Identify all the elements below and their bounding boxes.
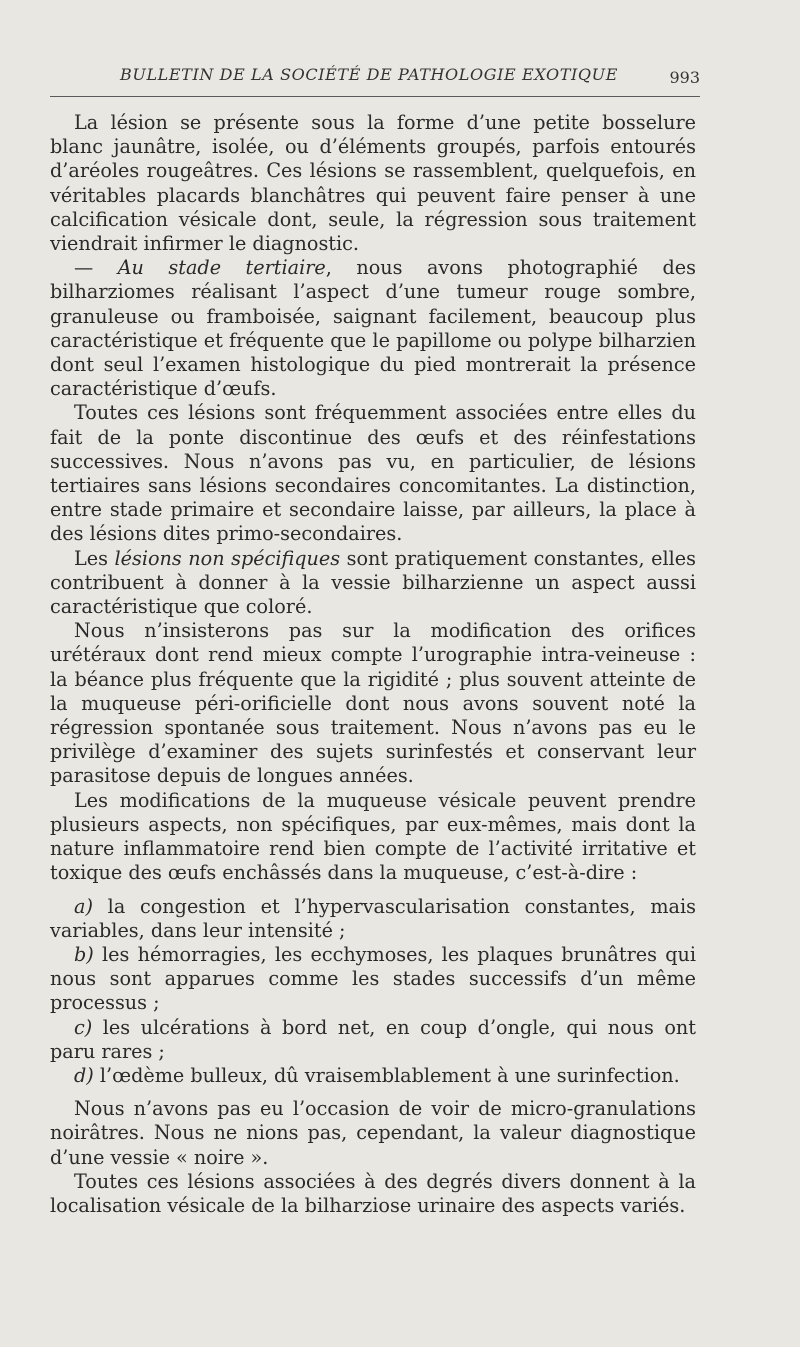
non-specific-prefix: Les <box>74 546 115 570</box>
running-title: BULLETIN DE LA SOCIÉTÉ DE PATHOLOGIE EXOTIQUE <box>120 65 618 84</box>
paragraph-tertiary-rest: , nous avons photographié des bilharziomes réalisant l’aspect d’une tumeur rouge sombre, granuleuse ou framboisée, saignant facilement, beaucoup plus caractéristique et fréquente que le papillome ou polype bilharzien dont seul l’examen histologique du pied montrerait la présence caractéristique d’œufs. <box>50 256 696 401</box>
list-label-d: d) <box>74 1063 94 1087</box>
page-header <box>50 64 700 97</box>
paragraph-tertiary-stage <box>50 256 696 401</box>
page-number: 993 <box>669 68 700 87</box>
list-text-b: les hémorragies, les ecchymoses, les plaques brunâtres qui nous sont apparues comme les stades successifs d’un même processus ; <box>50 942 696 1015</box>
paragraph-non-specific-lesions <box>50 547 696 620</box>
emphasis-stage-tertiaire: Au stade tertiaire <box>117 256 326 280</box>
list-text-d: l’œdème bulleux, dû vraisemblablement à une surinfection. <box>93 1063 680 1087</box>
paragraph-conclusion: Toutes ces lésions associées à des degrés divers donnent à la localisation vésicale de la bilharziose urinaire des aspects variés. <box>50 1169 696 1217</box>
list-item-b <box>50 943 696 1016</box>
paragraph-non-specific-rest: sont pratiquement constantes, elles contribuent à donner à la vessie bilharzienne un aspect aussi caractéristique que coloré. <box>50 546 696 619</box>
body-text <box>50 111 696 1218</box>
list-label-c: c) <box>74 1015 93 1039</box>
paragraph-mucosa-modifications: Les modifications de la muqueuse vésicale peuvent prendre plusieurs aspects, non spécifiques, par eux-mêmes, mais dont la nature inflammatoire rend bien compte de l’activité irritative et toxique des œufs enchâssés dans la muqueuse, c’est-à-dire : <box>50 788 696 885</box>
dash-prefix: — <box>74 256 118 280</box>
list-item-d <box>50 1064 696 1088</box>
paragraph-associated-lesions: Toutes ces lésions sont fréquemment associées entre elles du fait de la ponte discontinue des œufs et des réinfestations successives. Nous n’avons pas vu, en particulier, de lésions tertiaires sans lésions secondaires concomitantes. La distinction, entre stade primaire et secondaire laisse, par ailleurs, la place à des lésions dites primo-secondaires. <box>50 401 696 546</box>
list-item-a <box>50 895 696 943</box>
emphasis-lesions-non-specifiques: lésions non spécifiques <box>114 546 341 570</box>
list-text-a: la congestion et l’hypervascularisation constantes, mais variables, dans leur intensité ; <box>50 894 696 942</box>
list-text-c: les ulcérations à bord net, en coup d’ongle, qui nous ont paru rares ; <box>50 1015 696 1063</box>
paragraph-ureteral-orifices: Nous n’insisterons pas sur la modification des orifices urétéraux dont rend mieux compte l’urographie intra-veineuse : la béance plus fréquente que la rigidité ; plus souvent atteinte de la muqueuse péri-orificielle dont nous avons souvent noté la régression spontanée sous traitement. Nous n’avons pas eu le privilège d’examiner des sujets surinfestés et conservant leur parasitose depuis de longues années. <box>50 619 696 788</box>
list-label-a: a) <box>74 894 93 918</box>
list-label-b: b) <box>74 942 94 966</box>
paragraph-lesion-description: La lésion se présente sous la forme d’une petite bosselure blanc jaunâtre, isolée, ou d’éléments groupés, parfois entourés d’aréoles rougeâtres. Ces lésions se rassemblent, quelquefois, en véritables placards blanchâtres qui peuvent faire penser à une calcification vésicale dont, seule, la régression sous traitement viendrait infirmer le diagnostic. <box>50 111 696 256</box>
list-item-c <box>50 1016 696 1064</box>
paragraph-black-bladder: Nous n’avons pas eu l’occasion de voir de micro-granulations noirâtres. Nous ne nions pas, cependant, la valeur diagnostique d’une vessie « noire ». <box>50 1097 696 1169</box>
